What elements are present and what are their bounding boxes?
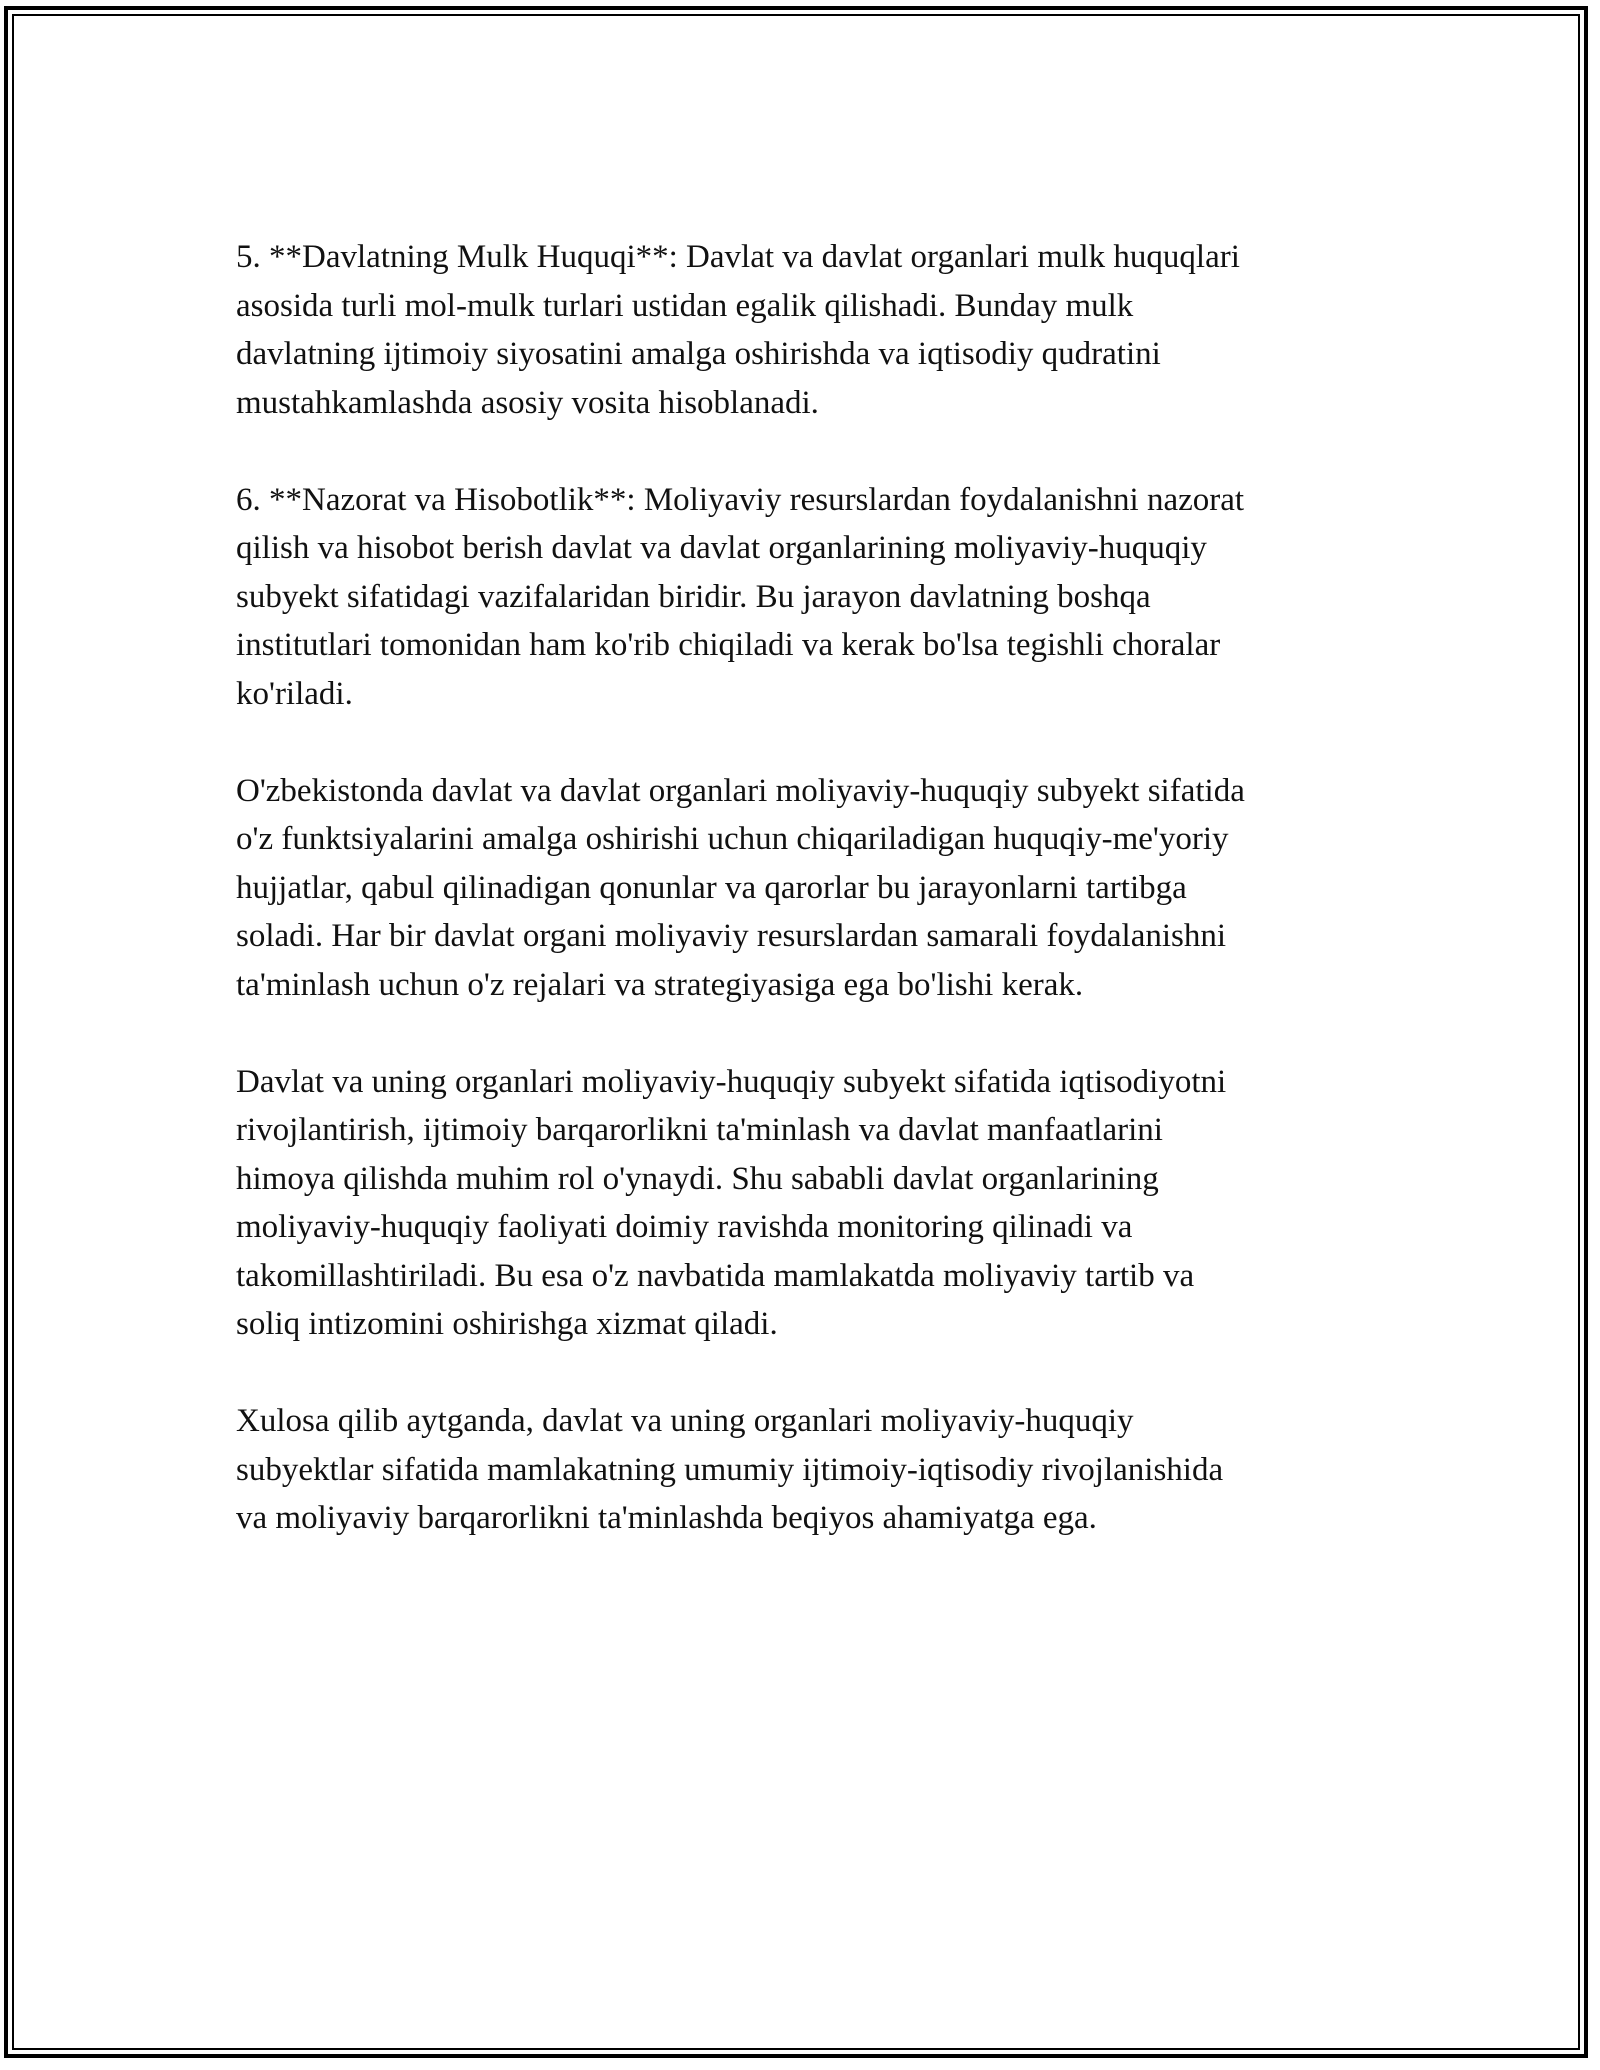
paragraph-economic-role: Davlat va uning organlari moliyaviy-huquqiy subyekt sifatida iqtisodiyotni rivojlantirish, ijtimoiy barqarorlikni ta'minlash va davlat manfaatlarini himoya qilishda muhim rol o'ynaydi. Shu sababli davlat organlarining moliyaviy-huquqiy faoliyati doimiy ravishda monitoring qilinadi va takomillashtiriladi. Bu esa o'z navbatida mamlakatda moliyaviy tartib va soliq intizomini oshirishga xizmat qiladi. xyxy=(236,1063,1227,1342)
paragraph-control-reporting: 6. **Nazorat va Hisobotlik**: Moliyaviy resurslardan foydalanishni nazorat qilish va hisobot berish davlat va davlat organlarining moliyaviy-huquqiy subyekt sifatidagi vazifalaridan biridir. Bu jarayon davlatning boshqa institutlari tomonidan ham ko'rib chiqiladi va kerak bo'lsa tegishli choralar ko'riladi. xyxy=(236,481,1245,712)
paragraph-uzbekistan-regulation: O'zbekistonda davlat va davlat organlari moliyaviy-huquqiy subyekt sifatida o'z funktsiyalarini amalga oshirishi uchun chiqariladigan huquqiy-me'yoriy hujjatlar, qabul qilinadigan qonunlar va qarorlar bu jarayonlarni tartibga soladi. Har bir davlat organi moliyaviy resurslardan samarali foydalanishni ta'minlash uchun o'z rejalari va strategiyasiga ega bo'lishi kerak. xyxy=(236,772,1245,1003)
paragraph-conclusion: Xulosa qilib aytganda, davlat va uning organlari moliyaviy-huquqiy subyektlar sifatida mamlakatning umumiy ijtimoiy-iqtisodiy rivojlanishida va moliyaviy barqarorlikni ta'minlashda beqiyos ahamiyatga ega. xyxy=(236,1403,1224,1536)
paragraph-property-rights: 5. **Davlatning Mulk Huquqi**: Davlat va davlat organlari mulk huquqlari asosida turli mol-mulk turlari ustidan egalik qilishadi. Bunday mulk davlatning ijtimoiy siyosatini amalga oshirishda va iqtisodiy qudratini mustahkamlashda asosiy vosita hisoblanadi. xyxy=(236,239,1240,421)
document-body xyxy=(236,233,1366,1591)
